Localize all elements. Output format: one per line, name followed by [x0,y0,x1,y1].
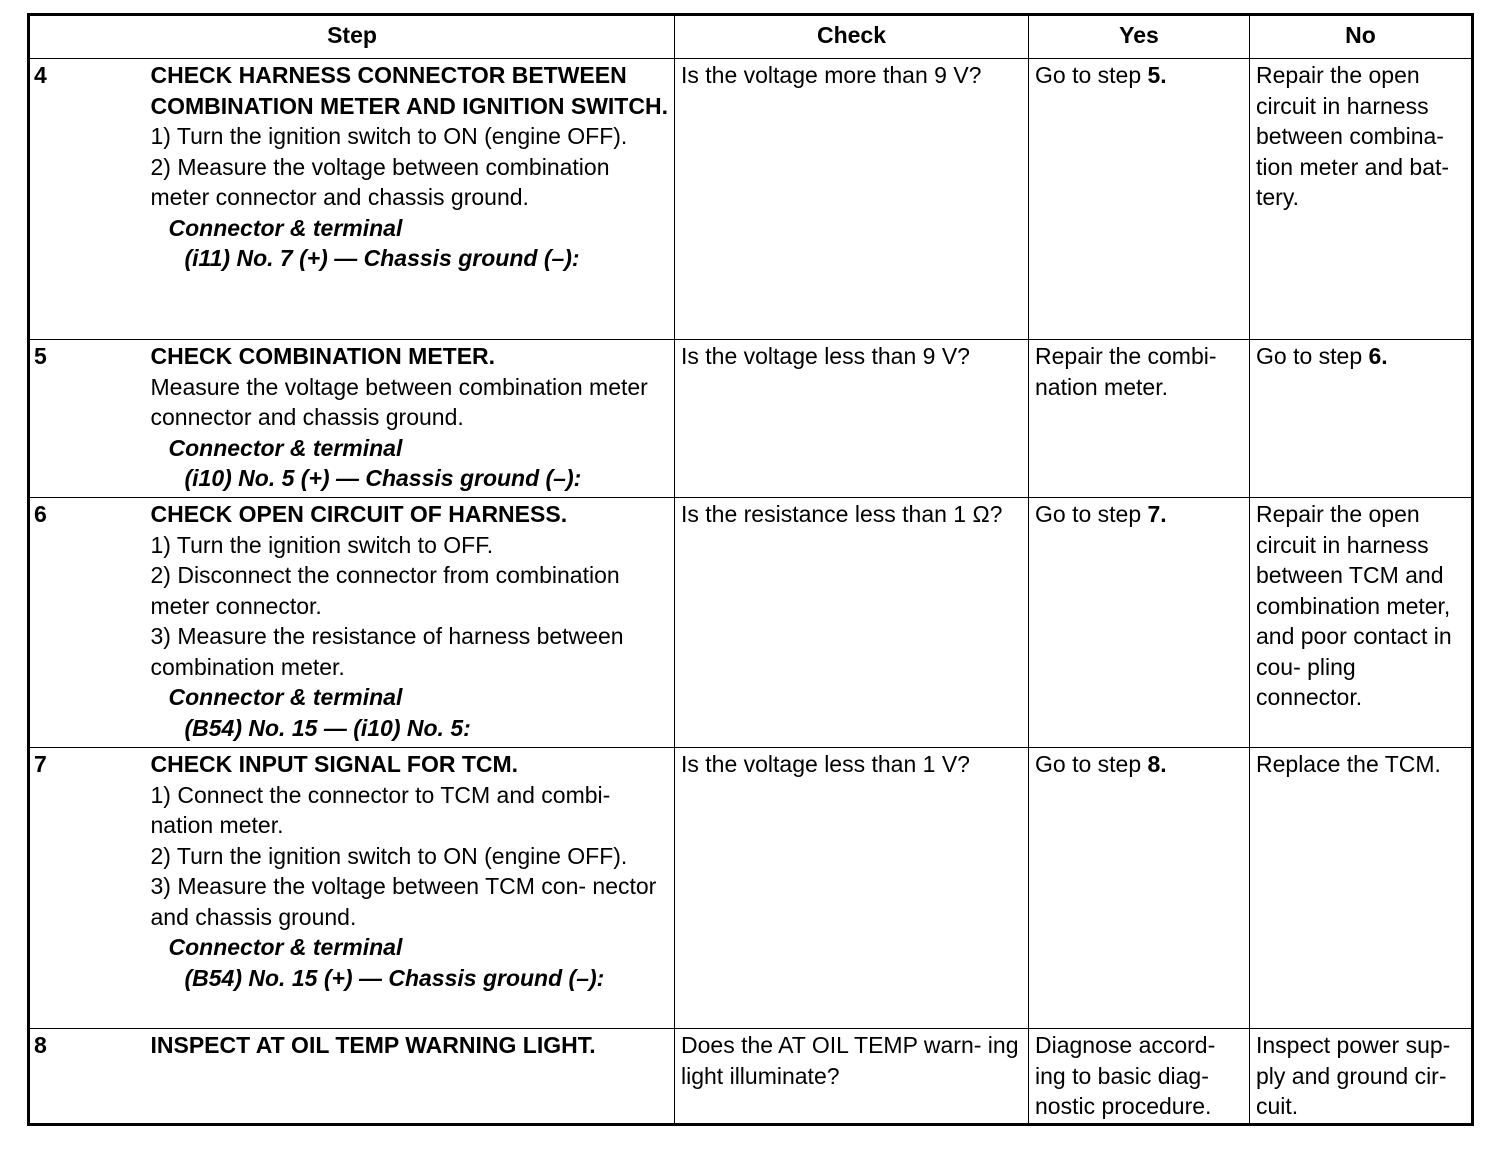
step-title: CHECK COMBINATION METER. [150,343,496,369]
step-title: CHECK HARNESS CONNECTOR BETWEEN COMBINATION METER AND IGNITION SWITCH. [150,62,668,119]
table-row-step-8 [29,1029,1473,1125]
step-number: 5 [29,340,151,498]
step-description [151,498,675,748]
connector-terminal-label: Connector & terminal [168,214,403,241]
connector-terminal-value: (B54) No. 15 (+) — Chassis ground (–): [184,964,605,991]
step-description [151,59,675,340]
yes-cell [1029,748,1250,1029]
check-cell: Is the voltage more than 9 V? [675,59,1029,340]
yes-cell: Repair the combi- nation meter. [1029,340,1250,498]
step-description [151,748,675,1029]
step-instruction: 2) Disconnect the connector from combination meter connector. [150,562,620,619]
step-number: 6 [29,498,151,748]
yes-step-ref: 5. [1147,62,1167,88]
yes-cell: Diagnose accord- ing to basic diag- nostic procedure. [1029,1029,1250,1125]
step-instruction: 3) Measure the resistance of harness between combination meter. [150,623,624,680]
step-number: 7 [29,748,151,1029]
table-row-step-7 [29,748,1473,1029]
step-title: CHECK INPUT SIGNAL FOR TCM. [150,751,519,777]
header-no: No [1250,15,1473,59]
step-instruction: 1) Turn the ignition switch to OFF. [150,531,494,558]
connector-terminal-label: Connector & terminal [168,934,403,960]
check-cell: Is the voltage less than 9 V? [675,340,1029,498]
step-instruction: 3) Measure the voltage between TCM con- nector and chassis ground. [150,873,657,930]
step-description [151,340,675,498]
connector-terminal-label: Connector & terminal [168,434,403,461]
yes-step-ref: 7. [1147,501,1167,527]
no-cell: Repair the open circuit in harness between combina- tion meter and bat- tery. [1250,59,1473,340]
check-cell: Does the AT OIL TEMP warn- ing light illuminate? [675,1029,1029,1125]
step-instruction: 1) Turn the ignition switch to ON (engine OFF). [150,123,628,149]
check-cell: Is the resistance less than 1 Ω? [675,498,1029,748]
yes-step-ref: 8. [1147,751,1167,777]
step-title: CHECK OPEN CIRCUIT OF HARNESS. [150,501,568,527]
yes-text: Go to step [1035,751,1148,777]
connector-terminal-value: (B54) No. 15 — (i10) No. 5: [184,714,471,741]
step-instruction: Measure the voltage between combination meter connector and chassis ground. [150,373,648,430]
diagnostic-procedure-page [27,13,1471,1126]
no-cell [1250,340,1473,498]
table-row-step-4 [29,59,1473,340]
yes-cell [1029,498,1250,748]
diagnostic-table [27,13,1474,1126]
table-row-step-5 [29,340,1473,498]
yes-text: Go to step [1035,501,1148,527]
connector-terminal-value: (i11) No. 7 (+) — Chassis ground (–): [184,245,580,271]
step-instruction: 2) Turn the ignition switch to ON (engine OFF). [150,842,628,869]
step-number: 8 [29,1029,151,1125]
no-cell: Replace the TCM. [1250,748,1473,1029]
step-instruction: 2) Measure the voltage between combination meter connector and chassis ground. [150,153,610,210]
table-header-row [29,15,1473,59]
step-title: INSPECT AT OIL TEMP WARNING LIGHT. [150,1032,596,1058]
header-yes: Yes [1029,15,1250,59]
connector-terminal-value: (i10) No. 5 (+) — Chassis ground (–): [184,465,582,491]
step-description [151,1029,675,1125]
no-cell: Inspect power sup- ply and ground cir- cuit. [1250,1029,1473,1125]
yes-text: Go to step [1035,62,1148,88]
step-instruction: 1) Connect the connector to TCM and combi- nation meter. [150,781,611,838]
table-row-step-6 [29,498,1473,748]
header-check: Check [675,15,1029,59]
yes-cell [1029,59,1250,340]
check-cell: Is the voltage less than 1 V? [675,748,1029,1029]
no-text: Go to step [1256,343,1369,369]
no-step-ref: 6. [1368,343,1388,369]
connector-terminal-label: Connector & terminal [168,684,403,710]
step-number: 4 [29,59,151,340]
header-step: Step [29,15,675,59]
no-cell: Repair the open circuit in harness between TCM and combination meter, and poor contact in cou- pling connector. [1250,498,1473,748]
